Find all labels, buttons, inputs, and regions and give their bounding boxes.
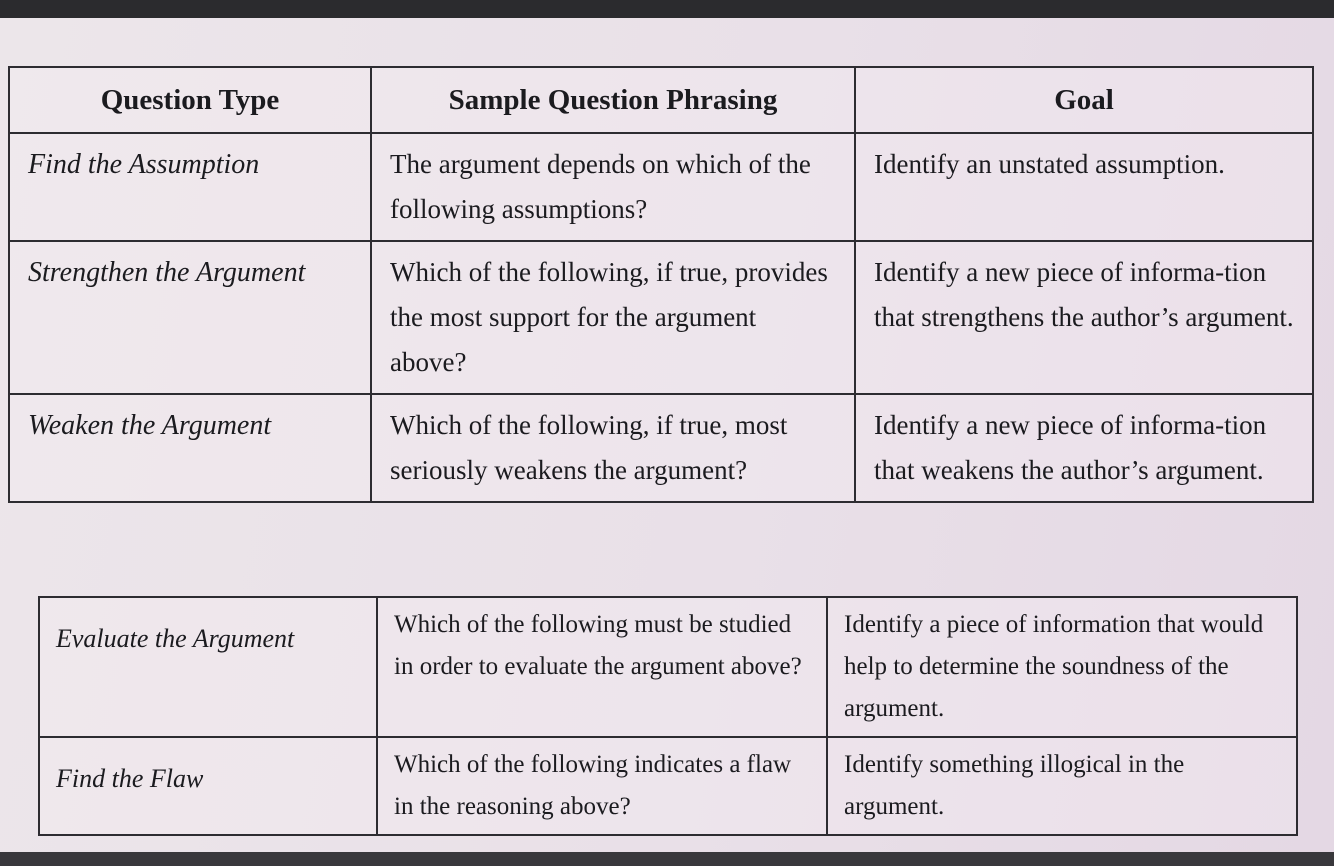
question-type-cell: Find the Assumption bbox=[9, 133, 371, 241]
table-row bbox=[39, 737, 1297, 835]
page-edge-shadow bbox=[0, 852, 1334, 866]
question-type-cell: Evaluate the Argument bbox=[39, 597, 377, 737]
question-type-cell: Find the Flaw bbox=[39, 737, 377, 835]
question-type-cell: Strengthen the Argument bbox=[9, 241, 371, 394]
goal-cell: Identify a new piece of informa-tion that strengthens the author’s argument. bbox=[855, 241, 1313, 394]
goal-cell: Identify a new piece of informa-tion that weakens the author’s argument. bbox=[855, 394, 1313, 502]
goal-cell: Identify something illogical in the argument. bbox=[827, 737, 1297, 835]
question-type-cell: Weaken the Argument bbox=[9, 394, 371, 502]
header-goal: Goal bbox=[855, 67, 1313, 133]
phrasing-cell: Which of the following, if true, most seriously weakens the argument? bbox=[371, 394, 855, 502]
table-row bbox=[9, 241, 1313, 394]
question-types-table bbox=[8, 66, 1314, 503]
question-types-table-continued bbox=[38, 596, 1298, 836]
table-header-row bbox=[9, 67, 1313, 133]
phrasing-cell: Which of the following must be studied in order to evaluate the argument above? bbox=[377, 597, 827, 737]
table-row bbox=[39, 597, 1297, 737]
header-question-type: Question Type bbox=[9, 67, 371, 133]
phrasing-cell: Which of the following indicates a flaw in the reasoning above? bbox=[377, 737, 827, 835]
phrasing-cell: Which of the following, if true, provides the most support for the argument above? bbox=[371, 241, 855, 394]
phrasing-cell: The argument depends on which of the following assumptions? bbox=[371, 133, 855, 241]
table-row bbox=[9, 133, 1313, 241]
header-sample-phrasing: Sample Question Phrasing bbox=[371, 67, 855, 133]
goal-cell: Identify an unstated assumption. bbox=[855, 133, 1313, 241]
goal-cell: Identify a piece of information that would help to determine the soundness of the argument. bbox=[827, 597, 1297, 737]
table-row bbox=[9, 394, 1313, 502]
